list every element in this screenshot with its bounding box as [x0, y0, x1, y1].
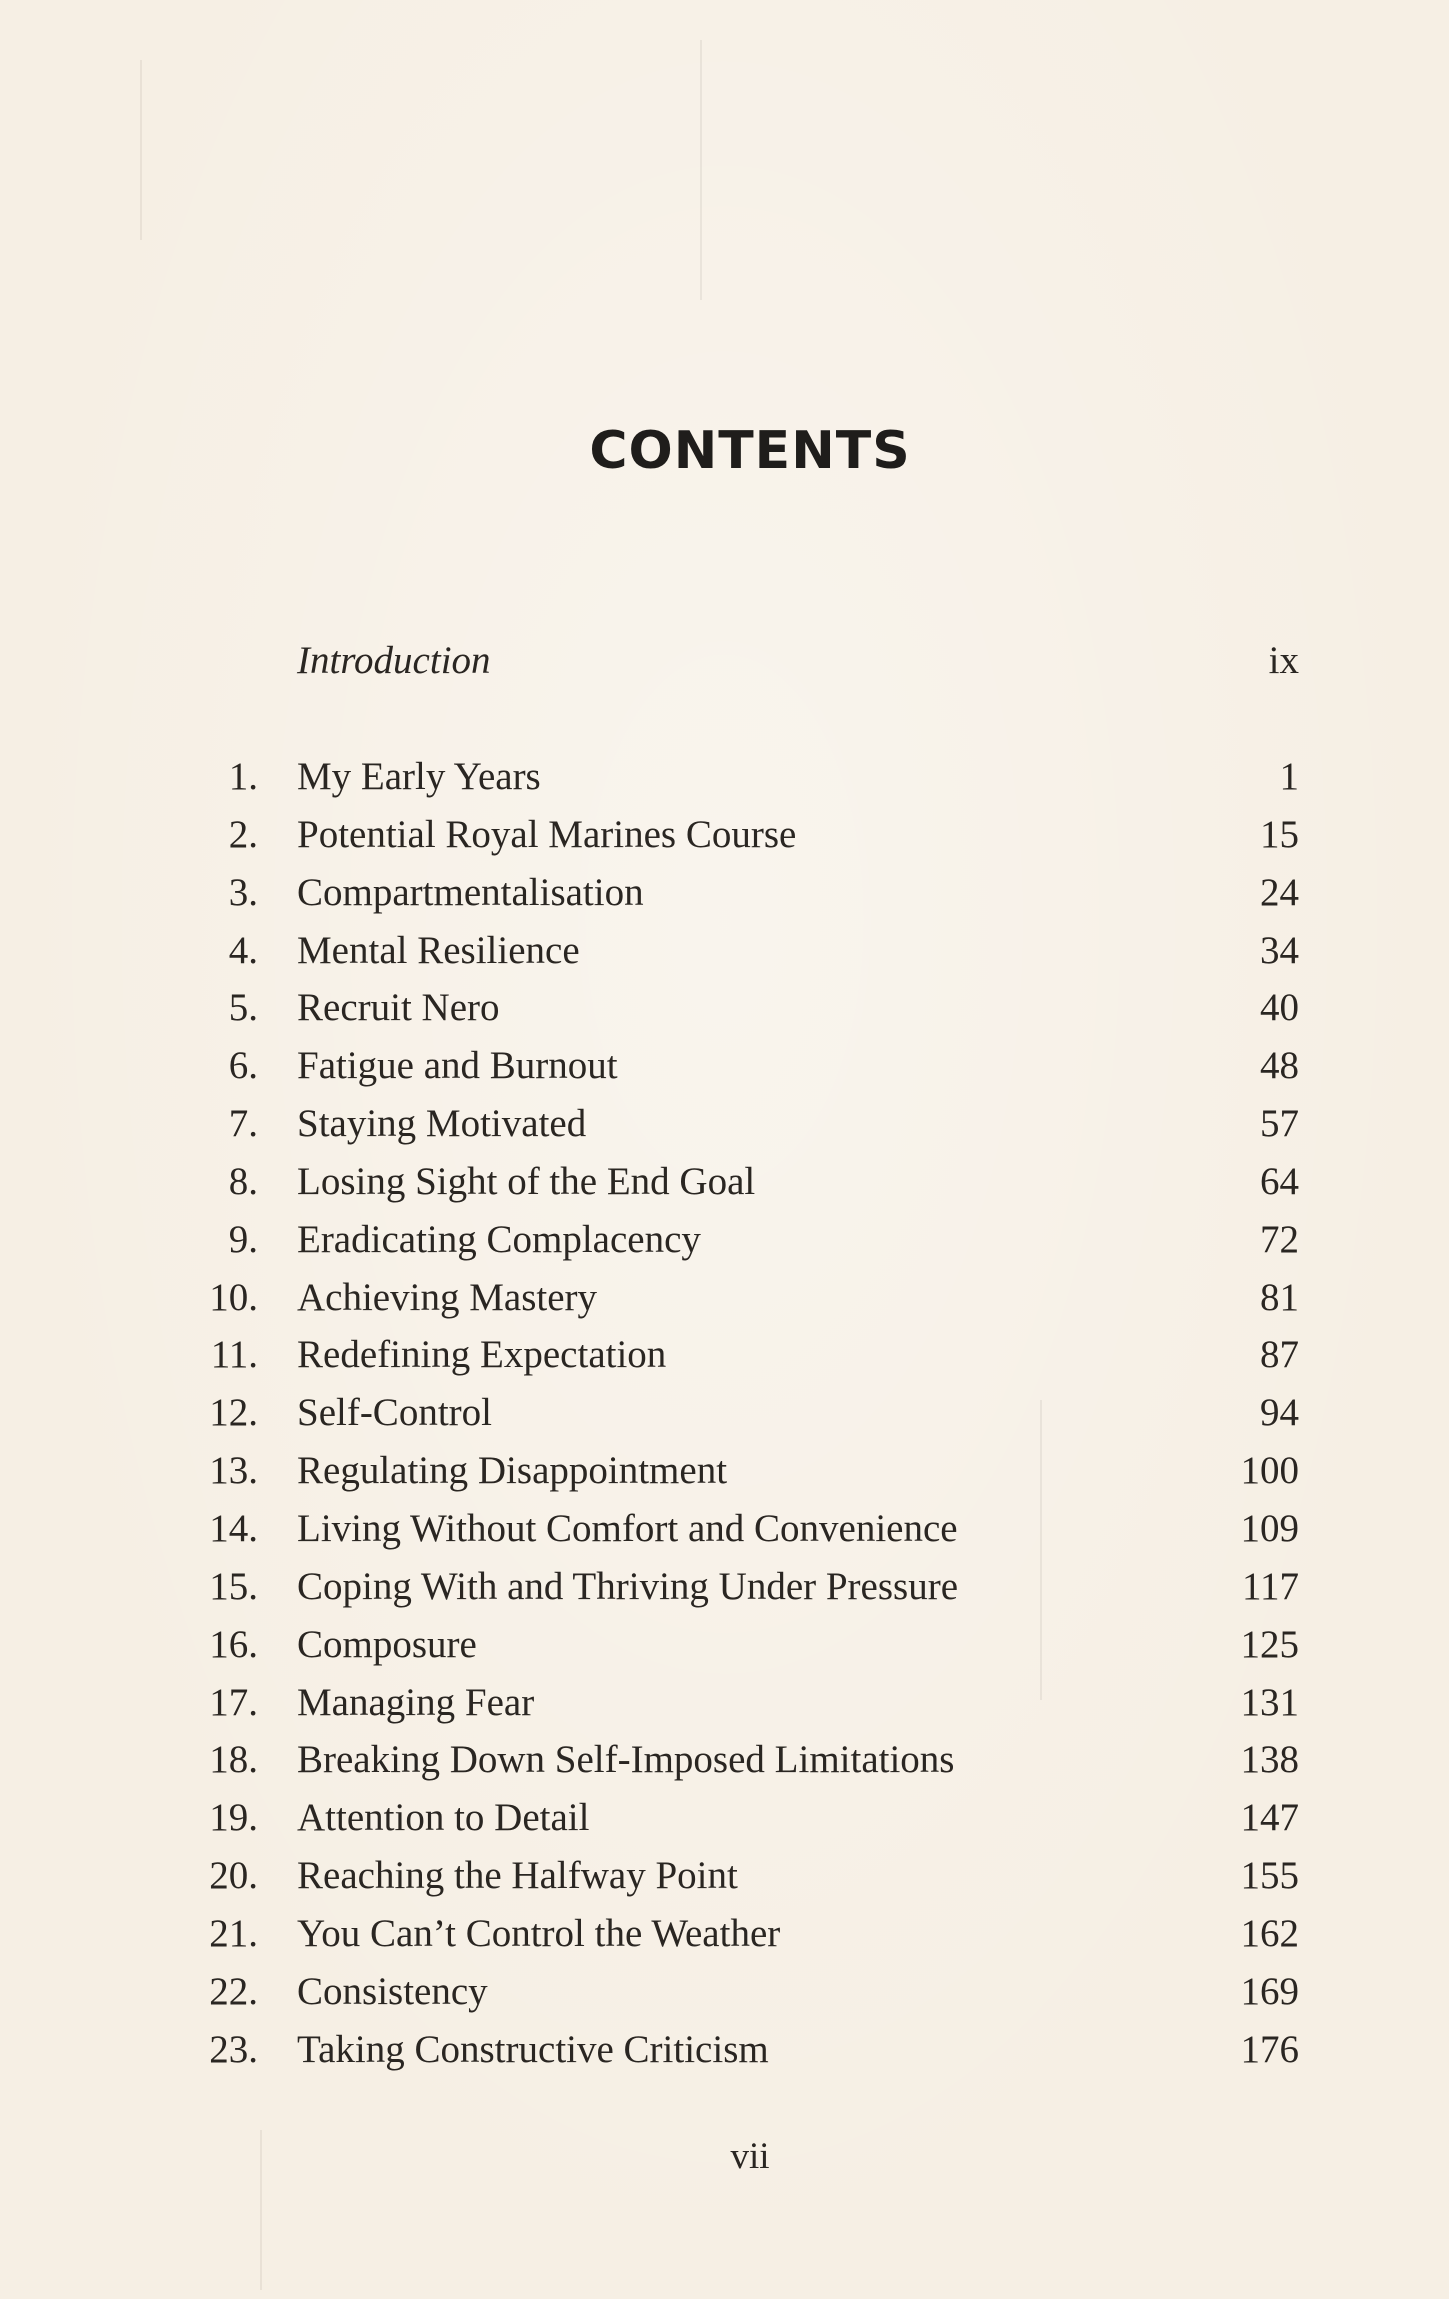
chapter-number: 8.: [228, 1159, 258, 1203]
chapter-number: 13.: [209, 1449, 258, 1493]
chapter-title: Mental Resilience: [297, 928, 580, 972]
chapter-title: My Early Years: [297, 755, 541, 798]
chapter-title: Living Without Comfort and Convenience: [297, 1506, 958, 1550]
chapter-number: 21.: [209, 1911, 258, 1955]
chapter-title: Potential Royal Marines Course: [297, 812, 797, 856]
chapter-number: 3.: [228, 870, 258, 914]
chapter-page-number: 15: [1260, 812, 1299, 856]
chapter-number: 19.: [209, 1796, 258, 1840]
toc-chapter-row[interactable]: [0, 1153, 1449, 1211]
toc-chapter-row[interactable]: [0, 1616, 1449, 1674]
chapter-page-number: 100: [1240, 1449, 1299, 1493]
chapter-page-number: 138: [1240, 1738, 1299, 1782]
introduction-page-number: ix: [1268, 639, 1299, 682]
toc-chapter-row[interactable]: [0, 979, 1449, 1037]
chapter-page-number: 87: [1260, 1333, 1299, 1377]
chapter-number: 16.: [209, 1622, 258, 1666]
chapter-number: 18.: [209, 1738, 258, 1782]
chapter-title: Managing Fear: [297, 1680, 535, 1724]
toc-chapter-row[interactable]: [0, 748, 1449, 806]
introduction-label: Introduction: [297, 639, 491, 682]
chapter-number: 23.: [209, 2027, 258, 2071]
chapter-title: Achieving Mastery: [297, 1275, 598, 1319]
chapter-title: Self-Control: [297, 1391, 492, 1435]
toc-chapter-row[interactable]: [0, 1211, 1449, 1269]
chapter-number: 12.: [209, 1391, 258, 1435]
scan-mark: [140, 60, 142, 240]
toc-chapter-row[interactable]: [0, 1037, 1449, 1095]
chapter-number: 2.: [228, 812, 258, 856]
chapter-title: Redefining Expectation: [297, 1333, 667, 1377]
chapter-title: Coping With and Thriving Under Pressure: [297, 1564, 959, 1608]
toc-chapter-row[interactable]: [0, 1963, 1449, 2021]
chapter-title: Composure: [297, 1622, 477, 1666]
chapter-page-number: 81: [1260, 1275, 1299, 1319]
chapter-number: 22.: [209, 1969, 258, 2013]
toc-chapter-row[interactable]: [0, 806, 1449, 864]
chapter-page-number: 131: [1240, 1680, 1299, 1724]
page-folio: vii: [730, 2136, 770, 2177]
chapter-page-number: 34: [1260, 928, 1299, 972]
chapter-title: Recruit Nero: [297, 986, 500, 1030]
chapter-page-number: 64: [1260, 1159, 1299, 1203]
chapter-title: You Can’t Control the Weather: [297, 1911, 781, 1955]
chapter-page-number: 40: [1260, 986, 1299, 1030]
chapter-title: Attention to Detail: [297, 1796, 590, 1840]
chapter-page-number: 48: [1260, 1044, 1299, 1088]
chapter-title: Regulating Disappointment: [297, 1449, 728, 1493]
chapter-page-number: 1: [1279, 755, 1299, 798]
toc-chapter-row[interactable]: [0, 1384, 1449, 1442]
toc-chapter-row[interactable]: [0, 1847, 1449, 1905]
chapter-title: Losing Sight of the End Goal: [297, 1159, 756, 1203]
chapter-number: 7.: [228, 1102, 258, 1146]
chapter-title: Staying Motivated: [297, 1102, 587, 1146]
chapter-number: 15.: [209, 1564, 258, 1608]
chapter-number: 11.: [210, 1333, 258, 1377]
chapter-page-number: 94: [1260, 1391, 1299, 1435]
chapter-title: Taking Constructive Criticism: [297, 2027, 769, 2071]
chapter-number: 9.: [228, 1217, 258, 1261]
chapter-page-number: 109: [1240, 1506, 1299, 1550]
toc-chapter-row[interactable]: [0, 922, 1449, 980]
chapter-number: 6.: [228, 1044, 258, 1088]
chapter-number: 1.: [228, 755, 258, 798]
chapter-page-number: 72: [1260, 1217, 1299, 1261]
chapter-number: 14.: [209, 1506, 258, 1550]
chapter-page-number: 147: [1240, 1796, 1299, 1840]
toc-chapter-row[interactable]: [0, 1731, 1449, 1789]
chapter-title: Compartmentalisation: [297, 870, 644, 914]
chapter-title: Breaking Down Self-Imposed Limitations: [297, 1738, 955, 1782]
toc-chapter-row[interactable]: [0, 1095, 1449, 1153]
toc-chapter-row[interactable]: [0, 1674, 1449, 1732]
chapter-page-number: 57: [1260, 1102, 1299, 1146]
chapter-title: Fatigue and Burnout: [297, 1044, 618, 1088]
chapter-title: Reaching the Halfway Point: [297, 1854, 738, 1898]
chapter-page-number: 176: [1240, 2027, 1299, 2071]
chapter-number: 17.: [209, 1680, 258, 1724]
toc-chapter-row[interactable]: [0, 1500, 1449, 1558]
toc-chapter-row[interactable]: [0, 1789, 1449, 1847]
table-of-contents: [0, 748, 1449, 2078]
toc-chapter-row[interactable]: [0, 1905, 1449, 1963]
toc-chapter-row[interactable]: [0, 864, 1449, 922]
chapter-number: 4.: [228, 928, 258, 972]
toc-chapter-row[interactable]: [0, 1442, 1449, 1500]
chapter-number: 20.: [209, 1854, 258, 1898]
chapter-page-number: 169: [1240, 1969, 1299, 2013]
chapter-title: Eradicating Complacency: [297, 1217, 701, 1261]
chapter-page-number: 125: [1240, 1622, 1299, 1666]
toc-chapter-row[interactable]: [0, 1558, 1449, 1616]
toc-chapter-row[interactable]: [0, 1326, 1449, 1384]
toc-chapter-row[interactable]: [0, 1269, 1449, 1327]
page-title: CONTENTS: [589, 420, 911, 481]
chapter-number: 5.: [228, 986, 258, 1030]
chapter-page-number: 155: [1240, 1854, 1299, 1898]
chapter-title: Consistency: [297, 1969, 488, 2013]
toc-introduction-row[interactable]: [297, 633, 1299, 689]
chapter-page-number: 117: [1241, 1564, 1299, 1608]
scan-mark: [700, 40, 702, 300]
toc-chapter-row[interactable]: [0, 2021, 1449, 2079]
chapter-page-number: 162: [1240, 1911, 1299, 1955]
chapter-number: 10.: [209, 1275, 258, 1319]
chapter-page-number: 24: [1260, 870, 1299, 914]
